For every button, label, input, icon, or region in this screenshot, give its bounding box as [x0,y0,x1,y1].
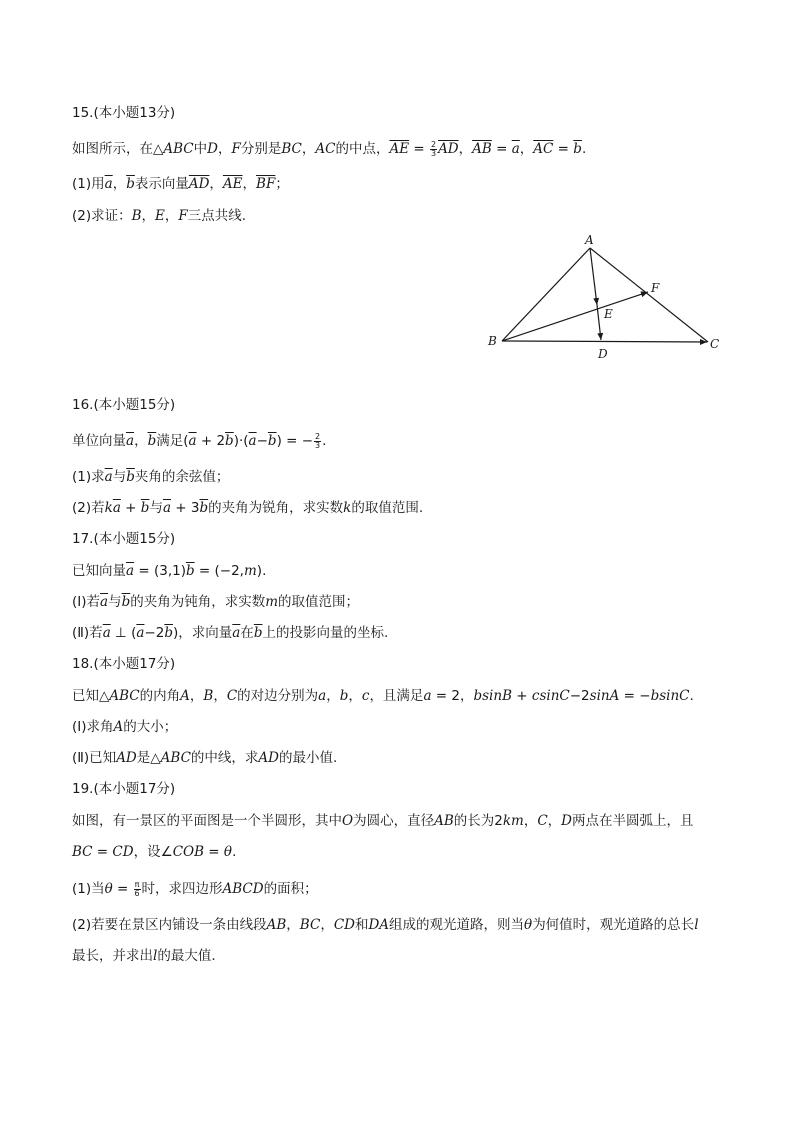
q15-part1: (1)用$\overline{a}$，$\overline{b}$表示向量$\overline{AD}$，$\overline{AE}$，$\overline{BF}$； [72,176,289,192]
label-b: B [488,334,497,348]
q15-stem: 如图所示，在△ABC中D，F分别是BC，AC的中点，$\overline{AE}$ = $\frac{2}{3}$ $\overline{AD}$，$\overline{AB} = \overline{a}$，$\overline{AC} = \overline{b}$. [72,139,587,158]
vector-ed [597,305,601,340]
q17-part1: (Ⅰ)若$\overline{a}$与$\overline{b}$的夹角为钝角，求实数m的取值范围； [72,594,360,610]
q18-part1: (Ⅰ)求角A的大小； [72,719,178,735]
side-ab [502,248,590,341]
q17-part2: (Ⅱ)若$\overline{a}$ ⊥ $(\overline{a}-2\overline{b})$，求向量$\overline{a}$在$\overline{b}$上的投影向量的坐标. [72,625,389,641]
vector-bf [502,292,648,341]
q16-header: 16.(本小题15分) [72,397,176,413]
q19-part1: (1)当θ = $\frac{\pi}{6}$ 时，求四边形ABCD的面积； [72,879,318,898]
q19-header: 19.(本小题17分) [72,781,176,797]
label-d: D [598,347,608,361]
label-f: F [651,281,660,295]
vector-ae [590,248,597,305]
q17-stem: 已知向量$\overline{a} = (3,1)\overline{b} = (-2,m)$. [72,563,267,579]
q19-stem-line1: 如图，有一景区的平面图是一个半圆形，其中O为圆心，直径AB的长为2km，C，D两点在半圆弧上，且 [72,813,694,829]
q16-part2: (2)若$k\overline{a} + \overline{b}$与$\overline{a} + 3\overline{b}$的夹角为锐角，求实数k的取值范围. [72,500,424,516]
label-a: A [585,233,594,247]
q15-part2: (2)求证：B，E，F三点共线. [72,208,247,224]
q18-header: 18.(本小题17分) [72,656,176,672]
label-e: E [604,307,613,321]
q18-stem: 已知△ABC的内角A，B，C的对边分别为a，b，c，且满足a = 2，bsinB + csinC−2sinA = −bsinC. [72,688,694,704]
q15-header: 15.(本小题13分) [72,105,176,121]
q17-header: 17.(本小题15分) [72,531,176,547]
q16-stem: 单位向量$\overline{a}$，$\overline{b}$满足$(\overline{a} + 2\overline{b})\cdot(\overline{a}-\overline{b})$ = − $\frac{2}{3}$ . [72,431,327,450]
label-c: C [710,337,720,351]
q18-part2: (Ⅱ)已知AD是△ABC的中线，求AD的最小值. [72,750,338,766]
q16-part1: (1)求$\overline{a}$与$\overline{b}$夹角的余弦值； [72,469,230,485]
side-ac [590,248,708,342]
q19-part2-line2: 最长，并求出l的最大值. [72,948,216,964]
triangle-figure [480,228,730,368]
q19-part2-line1: (2)若要在景区内铺设一条由线段AB，BC，CD和DA组成的观光道路，则当θ为何值时，观光道路的总长l [72,917,699,933]
q19-stem-line2: BC = CD，设∠COB = θ. [72,844,237,860]
vector-bc [502,341,707,342]
